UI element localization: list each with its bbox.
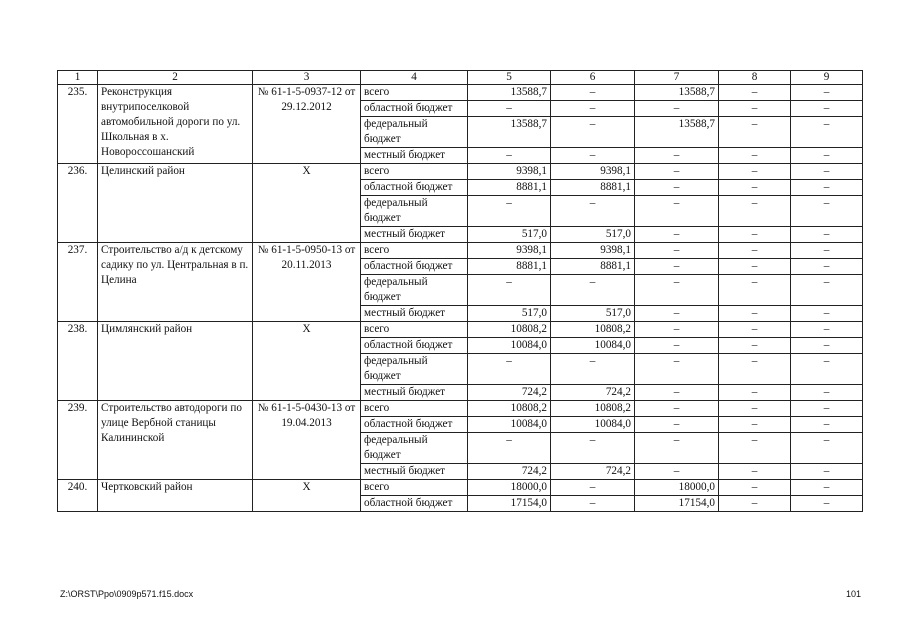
value-cell-9: – — [791, 275, 863, 306]
value-cell-9: – — [791, 148, 863, 164]
value-cell-6: 517,0 — [551, 227, 635, 243]
table-row — [58, 164, 863, 180]
funding-source-label: местный бюджет — [361, 148, 468, 164]
funding-source-label: областной бюджет — [361, 101, 468, 117]
funding-source-label: местный бюджет — [361, 306, 468, 322]
value-cell-7: – — [635, 322, 719, 338]
funding-source-label: всего — [361, 322, 468, 338]
funding-source-label: федеральный бюджет — [361, 117, 468, 148]
value-cell-6: – — [551, 117, 635, 148]
value-cell-5: 8881,1 — [468, 180, 551, 196]
value-cell-8: – — [719, 180, 791, 196]
footer-page-number: 101 — [845, 589, 861, 599]
value-cell-8: – — [719, 117, 791, 148]
object-name: Целинский район — [98, 164, 253, 243]
value-cell-7: – — [635, 401, 719, 417]
value-cell-9: – — [791, 101, 863, 117]
value-cell-6: – — [551, 196, 635, 227]
funding-source-label: всего — [361, 85, 468, 101]
object-name: Реконструкция внутрипоселковой автомобильной дороги по ул. Школьная в х. Новороссошанский — [98, 85, 253, 164]
value-cell-9: – — [791, 259, 863, 275]
column-header-3: 3 — [253, 71, 361, 85]
value-cell-7: – — [635, 180, 719, 196]
value-cell-7: 13588,7 — [635, 117, 719, 148]
value-cell-8: – — [719, 196, 791, 227]
value-cell-5: 8881,1 — [468, 259, 551, 275]
value-cell-6: 8881,1 — [551, 259, 635, 275]
value-cell-8: – — [719, 164, 791, 180]
column-header-8: 8 — [719, 71, 791, 85]
value-cell-6: – — [551, 101, 635, 117]
value-cell-7: 17154,0 — [635, 496, 719, 512]
expertise-document: № 61-1-5-0937-12 от 29.12.2012 — [253, 85, 361, 164]
value-cell-8: – — [719, 148, 791, 164]
value-cell-7: – — [635, 148, 719, 164]
value-cell-6: – — [551, 275, 635, 306]
value-cell-5: 9398,1 — [468, 164, 551, 180]
funding-source-label: областной бюджет — [361, 417, 468, 433]
value-cell-9: – — [791, 385, 863, 401]
column-header-7: 7 — [635, 71, 719, 85]
funding-source-label: всего — [361, 243, 468, 259]
value-cell-7: – — [635, 164, 719, 180]
value-cell-7: – — [635, 243, 719, 259]
value-cell-8: – — [719, 433, 791, 464]
value-cell-5: – — [468, 354, 551, 385]
expertise-document: Х — [253, 480, 361, 512]
value-cell-5: 517,0 — [468, 306, 551, 322]
value-cell-8: – — [719, 243, 791, 259]
value-cell-6: – — [551, 433, 635, 464]
value-cell-5: 13588,7 — [468, 117, 551, 148]
expertise-document: Х — [253, 164, 361, 243]
value-cell-9: – — [791, 496, 863, 512]
value-cell-6: 10808,2 — [551, 322, 635, 338]
value-cell-7: – — [635, 433, 719, 464]
funding-source-label: местный бюджет — [361, 385, 468, 401]
value-cell-9: – — [791, 243, 863, 259]
funding-source-label: всего — [361, 164, 468, 180]
funding-source-label: всего — [361, 480, 468, 496]
row-number: 235. — [58, 85, 98, 164]
table-row — [58, 322, 863, 338]
funding-source-label: федеральный бюджет — [361, 275, 468, 306]
row-number: 236. — [58, 164, 98, 243]
value-cell-8: – — [719, 401, 791, 417]
value-cell-8: – — [719, 275, 791, 306]
value-cell-9: – — [791, 180, 863, 196]
funding-source-label: федеральный бюджет — [361, 354, 468, 385]
value-cell-8: – — [719, 227, 791, 243]
column-header-9: 9 — [791, 71, 863, 85]
column-header-2: 2 — [98, 71, 253, 85]
funding-source-label: областной бюджет — [361, 338, 468, 354]
row-number: 237. — [58, 243, 98, 322]
row-number: 239. — [58, 401, 98, 480]
budget-table — [57, 70, 863, 512]
table-row — [58, 243, 863, 259]
budget-table-body — [58, 71, 863, 512]
value-cell-7: – — [635, 259, 719, 275]
value-cell-5: 9398,1 — [468, 243, 551, 259]
value-cell-7: – — [635, 417, 719, 433]
value-cell-8: – — [719, 338, 791, 354]
value-cell-8: – — [719, 385, 791, 401]
value-cell-9: – — [791, 338, 863, 354]
value-cell-6: 517,0 — [551, 306, 635, 322]
column-header-5: 5 — [468, 71, 551, 85]
value-cell-5: – — [468, 275, 551, 306]
value-cell-9: – — [791, 480, 863, 496]
value-cell-5: – — [468, 101, 551, 117]
table-row — [58, 85, 863, 101]
footer-file-path: Z:\ORST\Ppo\0909p571.f15.docx — [60, 589, 194, 599]
value-cell-8: – — [719, 464, 791, 480]
value-cell-9: – — [791, 117, 863, 148]
value-cell-6: – — [551, 480, 635, 496]
value-cell-5: 517,0 — [468, 227, 551, 243]
value-cell-8: – — [719, 496, 791, 512]
object-name: Строительство автодороги по улице Вербной станицы Калининской — [98, 401, 253, 480]
value-cell-8: – — [719, 101, 791, 117]
value-cell-7: – — [635, 196, 719, 227]
value-cell-5: – — [468, 148, 551, 164]
funding-source-label: местный бюджет — [361, 464, 468, 480]
value-cell-6: 10084,0 — [551, 417, 635, 433]
funding-source-label: федеральный бюджет — [361, 433, 468, 464]
value-cell-8: – — [719, 85, 791, 101]
funding-source-label: областной бюджет — [361, 259, 468, 275]
value-cell-9: – — [791, 401, 863, 417]
value-cell-9: – — [791, 227, 863, 243]
expertise-document: № 61-1-5-0430-13 от 19.04.2013 — [253, 401, 361, 480]
value-cell-7: 18000,0 — [635, 480, 719, 496]
value-cell-9: – — [791, 196, 863, 227]
value-cell-5: 10808,2 — [468, 401, 551, 417]
value-cell-7: – — [635, 275, 719, 306]
value-cell-6: – — [551, 354, 635, 385]
value-cell-7: 13588,7 — [635, 85, 719, 101]
value-cell-5: 10808,2 — [468, 322, 551, 338]
value-cell-9: – — [791, 417, 863, 433]
value-cell-6: – — [551, 496, 635, 512]
value-cell-5: 10084,0 — [468, 417, 551, 433]
value-cell-9: – — [791, 354, 863, 385]
object-name: Цимлянский район — [98, 322, 253, 401]
value-cell-7: – — [635, 385, 719, 401]
value-cell-5: 17154,0 — [468, 496, 551, 512]
value-cell-7: – — [635, 101, 719, 117]
value-cell-9: – — [791, 306, 863, 322]
value-cell-5: 13588,7 — [468, 85, 551, 101]
value-cell-6: 724,2 — [551, 385, 635, 401]
value-cell-7: – — [635, 354, 719, 385]
value-cell-9: – — [791, 464, 863, 480]
column-header-4: 4 — [361, 71, 468, 85]
value-cell-6: – — [551, 85, 635, 101]
value-cell-5: 10084,0 — [468, 338, 551, 354]
value-cell-8: – — [719, 259, 791, 275]
expertise-document: № 61-1-5-0950-13 от 20.11.2013 — [253, 243, 361, 322]
table-row — [58, 480, 863, 496]
value-cell-6: 724,2 — [551, 464, 635, 480]
row-number: 240. — [58, 480, 98, 512]
column-header-1: 1 — [58, 71, 98, 85]
value-cell-5: 724,2 — [468, 464, 551, 480]
value-cell-6: 9398,1 — [551, 164, 635, 180]
funding-source-label: местный бюджет — [361, 227, 468, 243]
expertise-document: Х — [253, 322, 361, 401]
object-name: Чертковский район — [98, 480, 253, 512]
value-cell-7: – — [635, 338, 719, 354]
table-row — [58, 401, 863, 417]
funding-source-label: областной бюджет — [361, 180, 468, 196]
value-cell-5: 724,2 — [468, 385, 551, 401]
value-cell-5: 18000,0 — [468, 480, 551, 496]
value-cell-6: 10808,2 — [551, 401, 635, 417]
funding-source-label: всего — [361, 401, 468, 417]
value-cell-8: – — [719, 417, 791, 433]
value-cell-9: – — [791, 322, 863, 338]
value-cell-7: – — [635, 464, 719, 480]
value-cell-8: – — [719, 480, 791, 496]
funding-source-label: областной бюджет — [361, 496, 468, 512]
value-cell-6: 9398,1 — [551, 243, 635, 259]
value-cell-5: – — [468, 433, 551, 464]
value-cell-6: – — [551, 148, 635, 164]
value-cell-8: – — [719, 306, 791, 322]
object-name: Строительство а/д к детскому садику по ул. Центральная в п. Целина — [98, 243, 253, 322]
table-header-row — [58, 71, 863, 85]
value-cell-9: – — [791, 85, 863, 101]
value-cell-9: – — [791, 433, 863, 464]
value-cell-6: 10084,0 — [551, 338, 635, 354]
value-cell-7: – — [635, 306, 719, 322]
value-cell-7: – — [635, 227, 719, 243]
value-cell-8: – — [719, 322, 791, 338]
value-cell-5: – — [468, 196, 551, 227]
value-cell-9: – — [791, 164, 863, 180]
row-number: 238. — [58, 322, 98, 401]
value-cell-8: – — [719, 354, 791, 385]
value-cell-6: 8881,1 — [551, 180, 635, 196]
funding-source-label: федеральный бюджет — [361, 196, 468, 227]
column-header-6: 6 — [551, 71, 635, 85]
